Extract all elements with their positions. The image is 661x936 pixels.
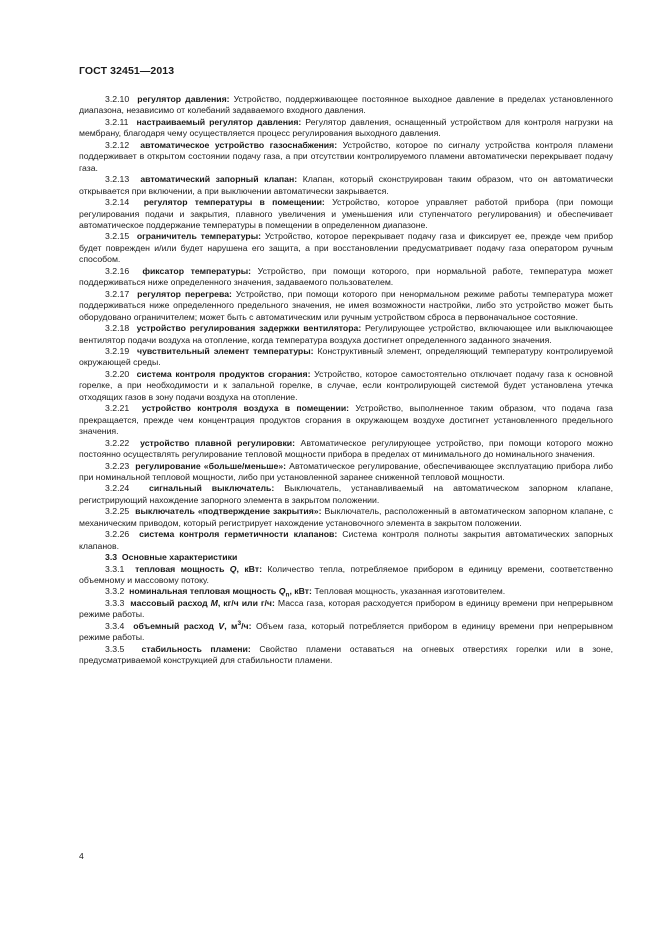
term: стабильность пламени: xyxy=(141,643,251,654)
paragraph-number: 3.2.21 xyxy=(105,403,130,414)
term xyxy=(133,621,251,631)
paragraph-3-3-3 xyxy=(79,598,613,621)
paragraph-3-3-2 xyxy=(79,586,613,600)
paragraph-number: 3.2.11 xyxy=(105,116,129,127)
term xyxy=(129,586,312,600)
term: регулирование «больше/меньше»: xyxy=(135,460,287,471)
paragraph-number: 3.2.18 xyxy=(105,323,130,334)
term: система контроля герметичности клапанов: xyxy=(139,529,338,540)
page-number: 4 xyxy=(79,851,84,861)
definition-text: Устройство, которое управляет работой прибора (при помощи регулирования подачи и закрытия, плавного увеличения и уменьшения или ступенчатого регулирования) и обеспечивает автоматическое поддержание температуры в помещении в определенном диапазоне. xyxy=(79,197,614,230)
paragraph-number: 3.2.15 xyxy=(105,231,130,242)
paragraph-number: 3.2.14 xyxy=(105,197,130,208)
paragraph-number: 3.3.3 xyxy=(105,597,125,608)
definition-paragraph xyxy=(79,461,613,484)
paragraph-number: 3.3.5 xyxy=(105,643,125,654)
term: регулятор перегрева: xyxy=(137,288,232,299)
paragraph-3-3-5 xyxy=(79,644,613,667)
paragraph-number: 3.2.19 xyxy=(105,345,130,356)
definition-text: Масса газа, которая расходуется прибором в единицу времени при непрерывном режиме работы. xyxy=(79,597,614,620)
paragraph-number: 3.2.10 xyxy=(105,94,130,104)
term-superscript: 3 xyxy=(237,619,242,627)
term-text: номинальная тепловая мощность xyxy=(129,586,279,597)
definitions-list xyxy=(79,94,613,552)
term-unit-suffix: /ч: xyxy=(241,620,252,631)
document-body xyxy=(79,94,613,667)
term-symbol: V xyxy=(218,620,225,631)
definition-text: Устройство, выполненное таким образом, что подача газа прекращается, прежде чем концентрация продуктов сгорания в окружающем воздухе достигнет установленного предельного значения. xyxy=(79,403,613,437)
paragraph-number: 3.2.24 xyxy=(105,483,130,494)
paragraph-number: 3.2.23 xyxy=(105,460,130,471)
term: автоматический запорный клапан: xyxy=(140,174,298,185)
paragraph-number: 3.2.16 xyxy=(105,265,130,276)
definition-text: Автоматическое регулирующее устройство, при помощи которого можно постоянно осуществлять регулирование тепловой мощности прибора в пределах от минимального до номинального значения. xyxy=(79,437,613,460)
definition-paragraph xyxy=(79,506,613,529)
term-unit: , кг/ч или г/ч: xyxy=(217,597,275,608)
definition-paragraph xyxy=(79,266,613,289)
paragraph-number: 3.3.2 xyxy=(105,586,125,597)
section-number: 3.3 xyxy=(105,552,118,563)
definition-paragraph xyxy=(79,438,613,461)
term-symbol: Q xyxy=(229,563,237,574)
term: регулятор давления: xyxy=(137,94,230,104)
term: чувствительный элемент температуры: xyxy=(137,345,314,356)
definition-text: Количество тепла, потребляемое прибором в единицу времени, соответственно объемному и массовому потоку. xyxy=(79,563,614,586)
paragraph-3-3-1 xyxy=(79,564,613,587)
definition-text: Выключатель, устанавливаемый на автоматическом запорном клапане, регистрирующий нахождение запорного элемента в закрытом положении. xyxy=(79,483,613,505)
definition-paragraph xyxy=(79,289,613,323)
term: система контроля продуктов сгорания: xyxy=(136,368,311,379)
definition-paragraph xyxy=(79,403,613,437)
section-title: Основные характеристики xyxy=(121,552,238,563)
paragraph-3-3-4 xyxy=(79,621,613,644)
term: выключатель «подтверждение закрытия»: xyxy=(135,506,322,517)
term-unit: , кВт: xyxy=(289,586,312,597)
definition-text: Регулятор давления, оснащенный устройством для контроля нагрузки на мембрану, благодаря чему осуществляется процесс регулирования выходного давления. xyxy=(79,116,613,139)
term: регулятор температуры в помещении: xyxy=(143,197,325,208)
definition-paragraph xyxy=(79,483,613,506)
term-unit: , м xyxy=(224,620,238,631)
definition-text: Устройство, поддерживающее постоянное выходное давление в пределах установленного диапазона, независимо от колебаний задаваемого входного давления. xyxy=(79,94,613,116)
term: устройство плавной регулировки: xyxy=(140,437,296,448)
term-text: массовый расход xyxy=(130,597,211,608)
definition-paragraph xyxy=(79,231,613,265)
definition-text: Регулирующее устройство, включающее или выключающее вентилятор подачи воздуха на отопление, когда температура воздуха достигнет определенного заданного значения. xyxy=(79,323,613,345)
paragraph-number: 3.2.22 xyxy=(105,437,130,448)
term xyxy=(135,564,262,574)
paragraph-number: 3.2.26 xyxy=(105,529,130,540)
paragraph-number: 3.2.12 xyxy=(105,139,130,150)
paragraph-number: 3.3.1 xyxy=(105,563,125,574)
definition-text: Устройство, которое перекрывает подачу газа и фиксирует ее, прежде чем прибор будет поврежден и/или будет нарушена его защита, а при восстановлении предусматривает подачу газа оператором ручным способом. xyxy=(79,231,613,265)
definition-text: Устройство, которое самостоятельно отключает подачу газа к основной горелке, а при необходимости и к запальной горелке, в случае, если контролирующей системой будет установлена утечка отходящих газов в зону подачи воздуха на отопление. xyxy=(79,368,613,402)
document-header: ГОСТ 32451—2013 xyxy=(79,65,175,77)
definition-text: Объем газа, который потребляется прибором в единицу времени при непрерывном режиме работы. xyxy=(79,620,613,643)
term: ограничитель температуры: xyxy=(136,231,262,242)
definition-paragraph xyxy=(79,117,613,140)
definition-paragraph xyxy=(79,369,613,403)
paragraph-number: 3.2.25 xyxy=(105,506,130,517)
definition-paragraph xyxy=(79,529,613,552)
definition-paragraph xyxy=(79,174,613,197)
definition-paragraph xyxy=(79,140,613,174)
term: автоматическое устройство газоснабжения: xyxy=(140,139,338,150)
term-symbol: Q xyxy=(278,586,286,597)
term: сигнальный выключатель: xyxy=(149,483,275,494)
paragraph-number: 3.3.4 xyxy=(105,620,125,631)
definition-text: Выключатель, расположенный в автоматическом запорном клапане, с механическим приводом, который регистрирует нахождение установочного элемента в закрытом положении. xyxy=(79,506,613,528)
paragraph-number: 3.2.13 xyxy=(105,174,130,185)
definition-text: Устройство, которое по сигналу устройства контроля пламени поддерживает в открытом состоянии подачу газа, а при отсутствии контролируемого пламени автоматически перекрывает подачу газа. xyxy=(79,139,614,173)
term: устройство регулирования задержки вентилятора: xyxy=(136,323,362,334)
definition-text: Устройство, при помощи которого при ненормальном режиме работы температура может поддерживаться ниже определенного предельного значения, не имея возможности настройки, либо это устройство может быть оборудовано ограничителем; может быть с автоматическим или ручным устройством сброса в первоначальное состояние. xyxy=(79,288,614,322)
definition-text: Свойство пламени оставаться на огневых отверстиях горелки или в зоне, предусматриваемой конструкцией для стабильности пламени. xyxy=(79,643,613,666)
term-text: объемный расход xyxy=(133,620,219,631)
term-unit: , кВт: xyxy=(236,563,262,574)
definition-text: Устройство, при помощи которого, при нормальной работе, температура может поддерживаться ниже определенного значения, задаваемого пользователем. xyxy=(79,265,613,288)
section-heading xyxy=(79,552,613,563)
paragraph-number: 3.2.20 xyxy=(105,368,130,379)
term xyxy=(130,598,275,608)
term: настраиваемый регулятор давления: xyxy=(136,116,302,127)
definition-text: Система контроля полноты закрытия автоматических запорных клапанов. xyxy=(79,529,613,551)
definition-text: Автоматическое регулирование, обеспечивающее эксплуатацию прибора либо при номинальной тепловой мощности, либо при установленной заранее сниженной тепловой мощности. xyxy=(79,460,613,482)
definition-text: Конструктивный элемент, определяющий температуру контролируемой окружающей среды. xyxy=(79,345,613,368)
definition-text: Тепловая мощность, указанная изготовителем. xyxy=(311,586,506,597)
definition-text: Клапан, который сконструирован таким образом, что он автоматически открывается при включении, а при выключении автоматически закрывается. xyxy=(79,174,613,196)
definition-paragraph xyxy=(79,94,613,117)
term-symbol: M xyxy=(210,597,218,608)
term-subscript: n xyxy=(285,592,290,600)
paragraph-number: 3.2.17 xyxy=(105,288,130,299)
term: фиксатор температуры: xyxy=(142,265,252,276)
definition-paragraph xyxy=(79,197,613,231)
term-text: тепловая мощность xyxy=(135,563,230,574)
definition-paragraph xyxy=(79,346,613,369)
term: устройство контроля воздуха в помещении: xyxy=(141,403,350,414)
definition-paragraph xyxy=(79,323,613,346)
